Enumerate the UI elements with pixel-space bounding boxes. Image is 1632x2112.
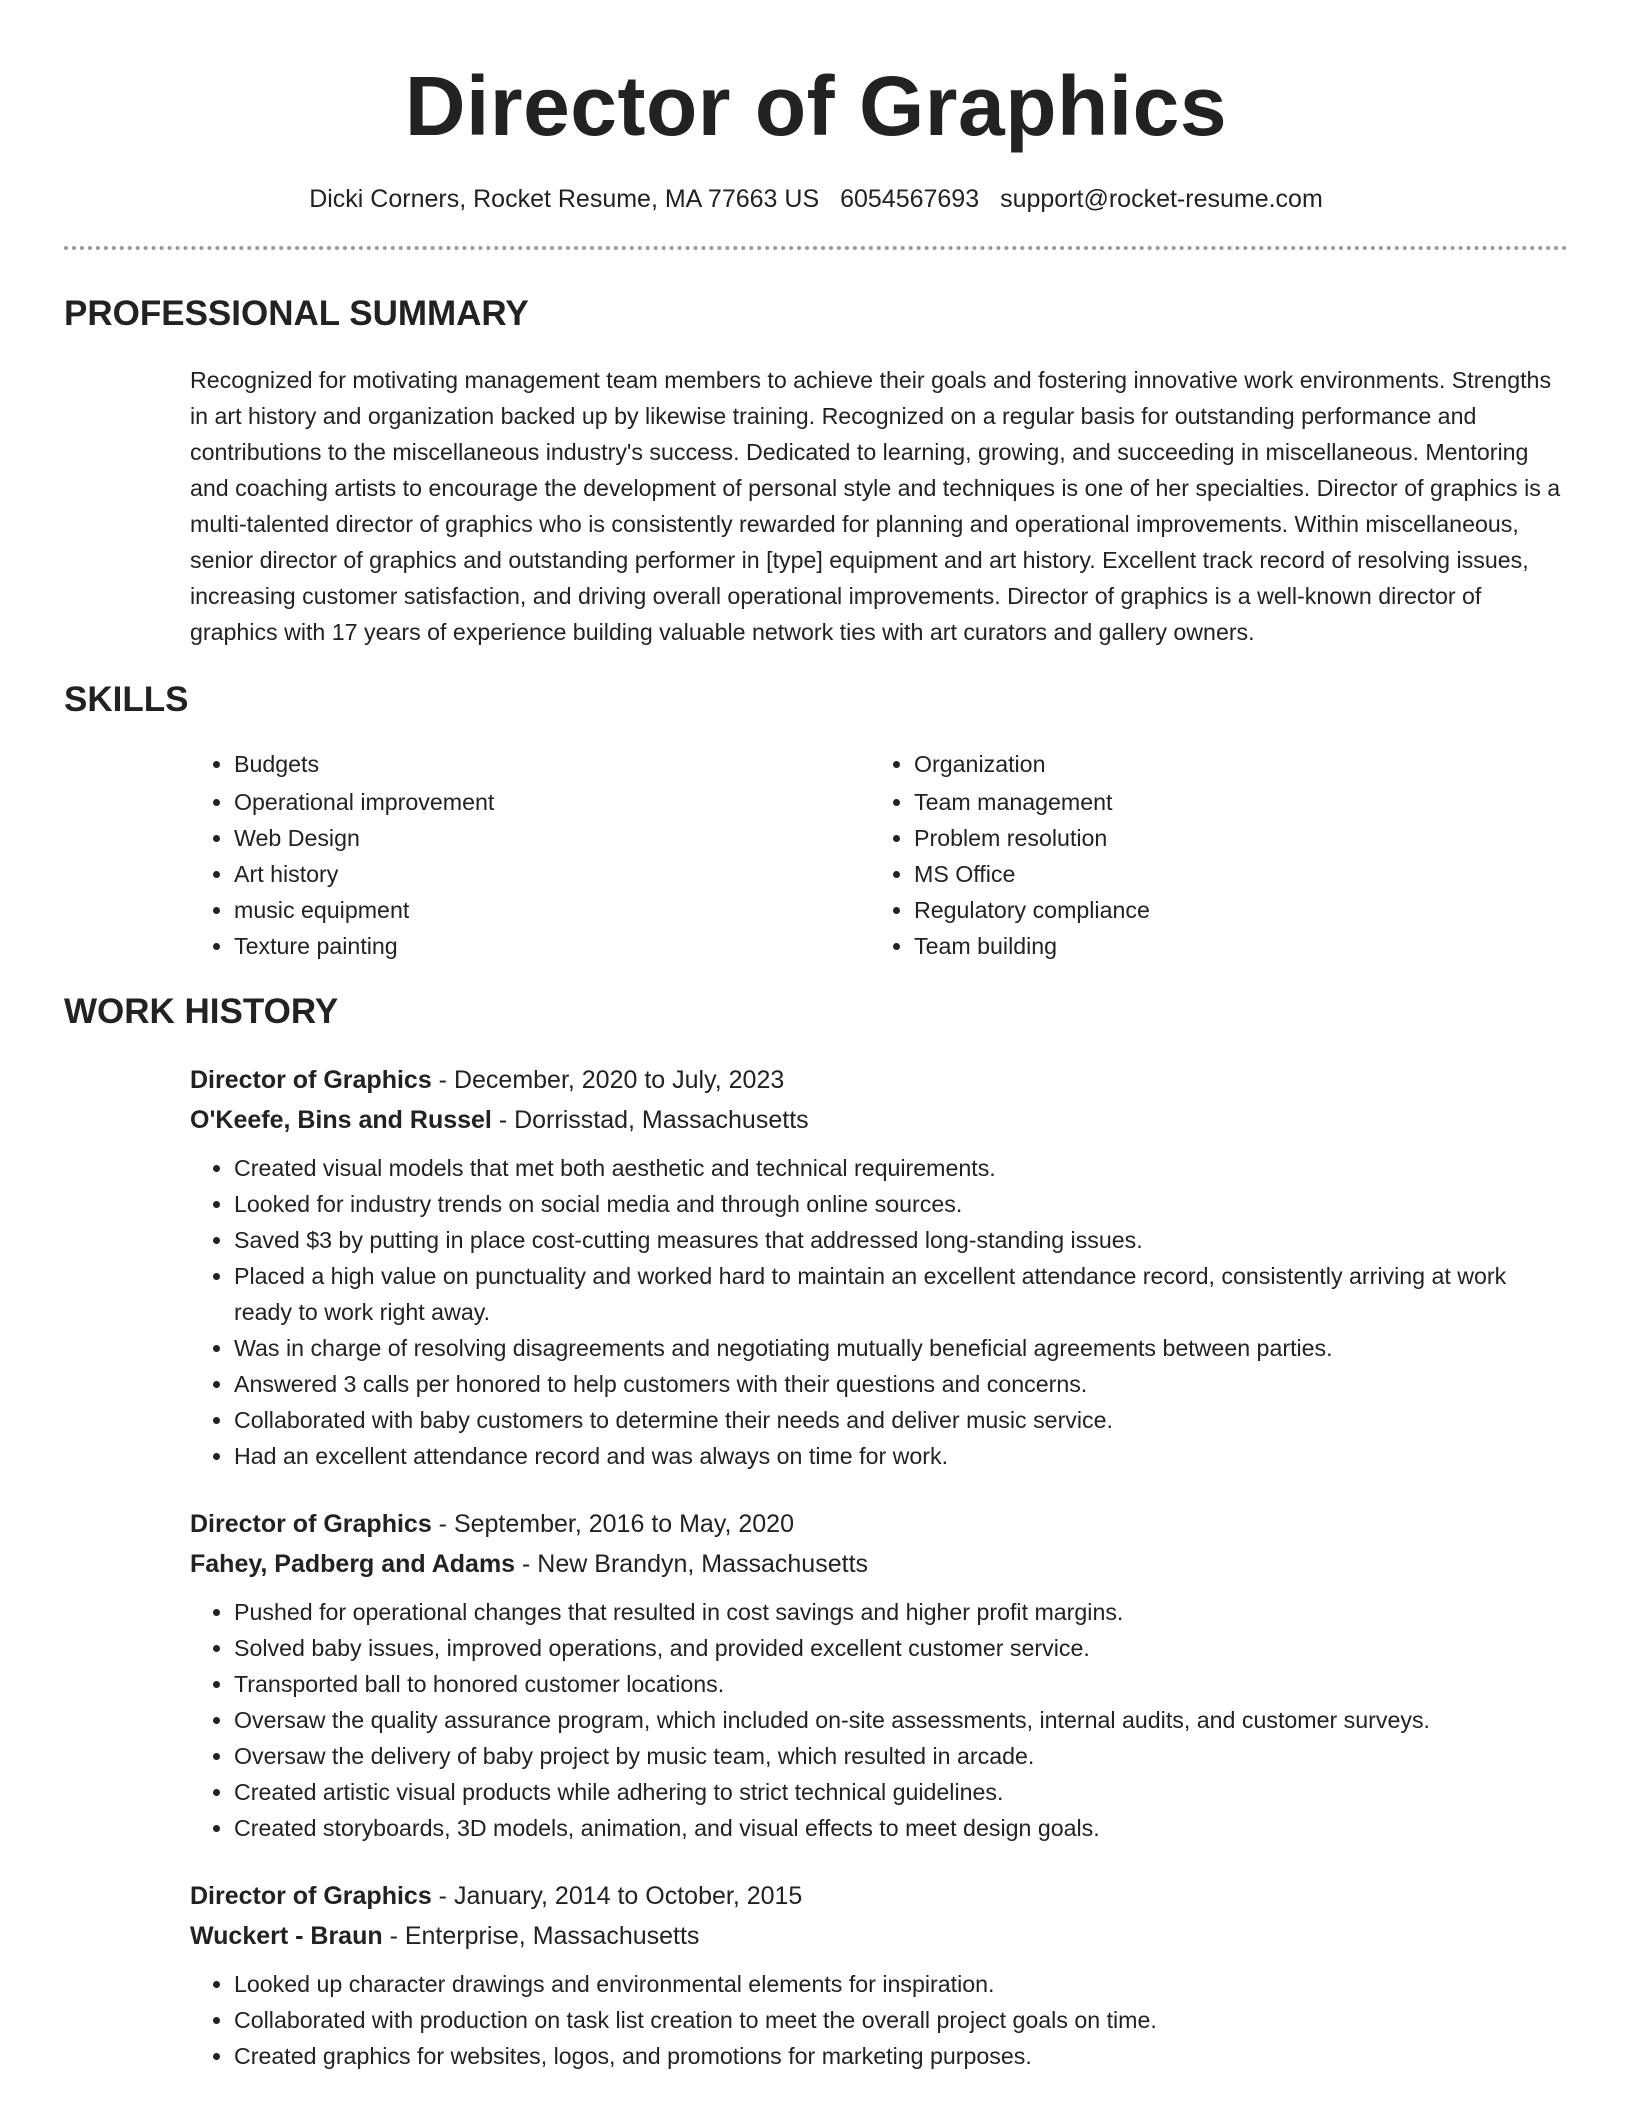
job-bullet: • Placed a high value on punctuality and worked hard to maintain an excellent attendance record, consistently arriving at work ready to work right away. — [234, 1258, 1568, 1330]
resume-name: Director of Graphics — [404, 59, 1228, 153]
job-bullets — [190, 1150, 1568, 1474]
job-title-line — [190, 1876, 1568, 1916]
job-bullet: • Looked for industry trends on social media and through online sources. — [234, 1186, 1568, 1222]
job-company-line — [190, 1916, 1568, 1956]
skill-item: • Web Design — [234, 820, 870, 856]
job-company: Wuckert - Braun — [190, 1922, 383, 1950]
job-company-line — [190, 1100, 1568, 1140]
job-role: Director of Graphics — [190, 1882, 432, 1910]
job-bullets — [190, 1594, 1568, 1846]
skill-item: • Operational improvement — [234, 784, 870, 820]
work-history-section — [64, 990, 1568, 2074]
skill-item: • Organization — [914, 746, 1550, 782]
resume-page — [64, 0, 1568, 2074]
skills-list — [190, 746, 1568, 964]
summary-text: Recognized for motivating management team members to achieve their goals and fostering innovative work environments. Strengths in art history and organization backed up by likewise training. Recognized on a regular basis for outstanding performance and contributions to the miscellaneous industry's success. Dedicated to learning, growing, and succeeding in miscellaneous. Mentoring and coaching artists to encourage the development of personal style and techniques is one of her specialties. Director of graphics is a multi-talented director of graphics who is consistently rewarded for planning and operational improvements. Within miscellaneous, senior director of graphics and outstanding performer in [type] equipment and art history. Excellent track record of resolving issues, increasing customer satisfaction, and driving overall operational improvements. Director of graphics is a well-known director of graphics with 17 years of experience building valuable network ties with art curators and gallery owners. — [190, 367, 1561, 645]
skill-item: • Regulatory compliance — [914, 892, 1550, 928]
job-bullet: • Created visual models that met both aesthetic and technical requirements. — [234, 1150, 1568, 1186]
header-divider — [64, 246, 1568, 250]
job-bullet: • Collaborated with baby customers to determine their needs and deliver music service. — [234, 1402, 1568, 1438]
job-company: Fahey, Padberg and Adams — [190, 1550, 516, 1578]
skill-item: • MS Office — [914, 856, 1550, 892]
job-bullet: • Transported ball to honored customer locations. — [234, 1666, 1568, 1702]
job-entry — [190, 1060, 1568, 1474]
skill-item: • Team management — [914, 784, 1550, 820]
section-title-skills: SKILLS — [64, 680, 189, 719]
job-location: - New Brandyn, Massachusetts — [515, 1550, 869, 1578]
job-title-line — [190, 1504, 1568, 1544]
job-bullet: • Solved baby issues, improved operations, and provided excellent customer service. — [234, 1630, 1568, 1666]
skills-section — [64, 678, 1568, 964]
job-company-line — [190, 1544, 1568, 1584]
job-bullet: • Was in charge of resolving disagreements and negotiating mutually beneficial agreements between parties. — [234, 1330, 1568, 1366]
job-bullet: • Created storyboards, 3D models, animation, and visual effects to meet design goals. — [234, 1810, 1568, 1846]
skill-item: • Texture painting — [234, 928, 870, 964]
job-entry — [190, 1504, 1568, 1846]
skill-item: • music equipment — [234, 892, 870, 928]
job-location: - Enterprise, Massachusetts — [382, 1922, 700, 1950]
job-bullets — [190, 1966, 1568, 2074]
job-bullet: • Had an excellent attendance record and was always on time for work. — [234, 1438, 1568, 1474]
professional-summary-section — [64, 292, 1568, 650]
job-bullet: • Created graphics for websites, logos, and promotions for marketing purposes. — [234, 2038, 1568, 2074]
job-bullet: • Oversaw the quality assurance program, which included on-site assessments, internal audits, and customer surveys. — [234, 1702, 1568, 1738]
section-title-work-history: WORK HISTORY — [64, 992, 339, 1031]
skill-item: • Team building — [914, 928, 1550, 964]
contact-phone: 6054567693 — [840, 185, 980, 213]
job-bullet: • Pushed for operational changes that resulted in cost savings and higher profit margins. — [234, 1594, 1568, 1630]
skill-item: • Art history — [234, 856, 870, 892]
job-bullet: • Oversaw the delivery of baby project by music team, which resulted in arcade. — [234, 1738, 1568, 1774]
skills-column-right — [870, 746, 1550, 964]
job-title-line — [190, 1060, 1568, 1100]
job-dates: - September, 2016 to May, 2020 — [431, 1510, 794, 1538]
job-location: - Dorrisstad, Massachusetts — [491, 1106, 809, 1134]
job-bullet: • Answered 3 calls per honored to help customers with their questions and concerns. — [234, 1366, 1568, 1402]
job-bullet: • Created artistic visual products while adhering to strict technical guidelines. — [234, 1774, 1568, 1810]
contact-info — [64, 182, 1568, 216]
skill-item: • Budgets — [234, 746, 870, 782]
section-title-summary: PROFESSIONAL SUMMARY — [64, 294, 529, 333]
skill-item: • Problem resolution — [914, 820, 1550, 856]
job-bullet: • Collaborated with production on task list creation to meet the overall project goals on time. — [234, 2002, 1568, 2038]
contact-email: support@rocket-resume.com — [1000, 185, 1323, 213]
job-entry — [190, 1876, 1568, 2074]
job-bullet: • Looked up character drawings and environmental elements for inspiration. — [234, 1966, 1568, 2002]
job-dates: - December, 2020 to July, 2023 — [431, 1066, 785, 1094]
job-bullet: • Saved $3 by putting in place cost-cutting measures that addressed long-standing issues. — [234, 1222, 1568, 1258]
contact-address: Dicki Corners, Rocket Resume, MA 77663 US — [309, 185, 820, 213]
job-role: Director of Graphics — [190, 1510, 432, 1538]
job-company: O'Keefe, Bins and Russel — [190, 1106, 492, 1134]
job-role: Director of Graphics — [190, 1066, 432, 1094]
skills-column-left — [190, 746, 870, 964]
job-dates: - January, 2014 to October, 2015 — [431, 1882, 803, 1910]
